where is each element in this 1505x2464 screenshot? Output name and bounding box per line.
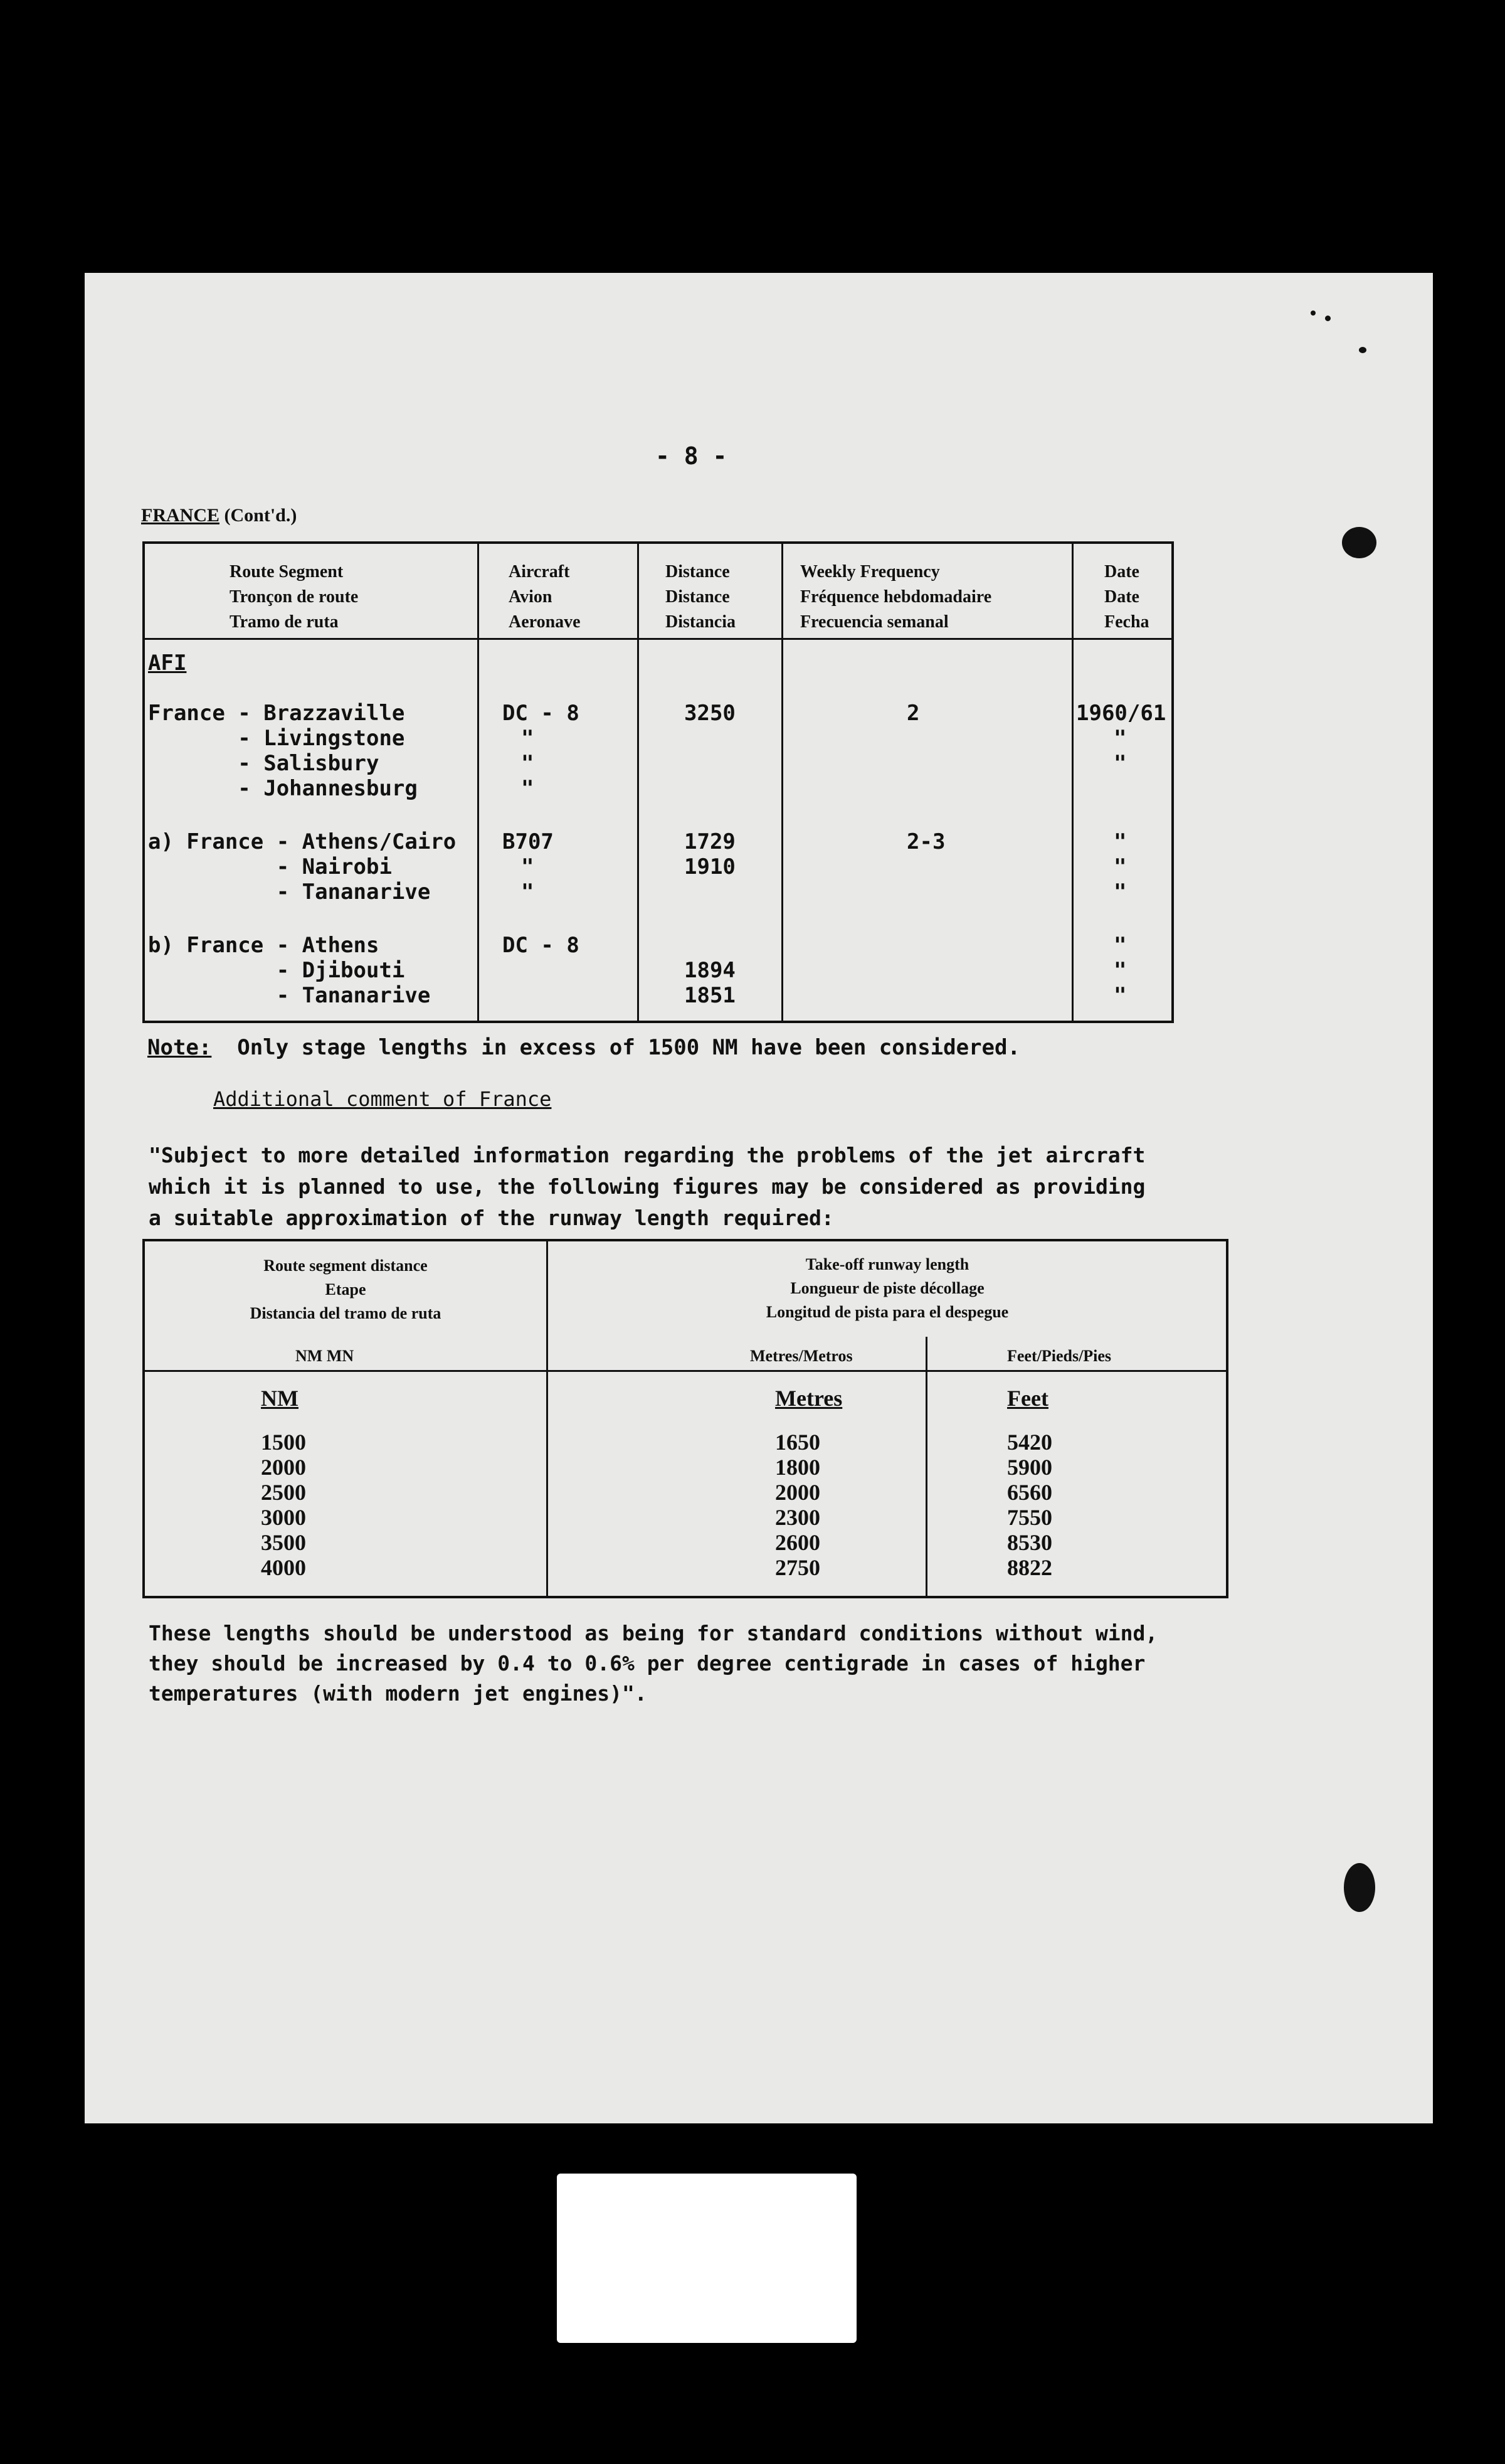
- feet-cell: 8822: [1007, 1555, 1052, 1580]
- blank-white-card: [557, 2174, 857, 2343]
- route-cell: France - Brazzaville: [148, 701, 405, 726]
- route-cell: - Tananarive: [148, 879, 431, 905]
- route-cell: - Nairobi: [148, 854, 392, 879]
- distance-cell: 1729: [684, 829, 736, 854]
- page-number: - 8 -: [655, 442, 727, 470]
- runway-length-header: Take-off runway length Longueur de piste décollage Longitud de pista para el despegue: [766, 1255, 1009, 1321]
- aircraft-cell: DC - 8: [502, 933, 579, 958]
- route-cell: - Johannesburg: [148, 776, 418, 801]
- nm-unit-label: NM MN: [295, 1347, 354, 1365]
- region-label: AFI: [148, 651, 187, 676]
- feet-unit-label: Feet/Pieds/Pies: [1007, 1347, 1112, 1365]
- footer-paragraph: These lengths should be understood as being for standard conditions without wind, they should be increased by 0.4 to 0.6% per degree centigrade in cases of higher temperatures (with modern jet engines)".: [149, 1621, 1158, 1706]
- punch-hole-mark: [1342, 527, 1376, 558]
- aircraft-cell: ": [521, 726, 534, 751]
- route-cell: - Livingstone: [148, 726, 405, 751]
- date-cell: ": [1114, 933, 1127, 958]
- feet-column: [1007, 1386, 1052, 1580]
- metres-cell: 2750: [775, 1555, 820, 1580]
- distance-cell: 1894: [684, 958, 736, 983]
- route-cell: b) France - Athens: [148, 933, 379, 958]
- aircraft-cell: DC - 8: [502, 701, 579, 726]
- feet-caption: Feet: [1007, 1386, 1048, 1411]
- route-distance-header: Route segment distance Etape Distancia del tramo de ruta: [250, 1256, 441, 1322]
- country-name: FRANCE: [141, 505, 219, 526]
- date-cell: ": [1114, 983, 1127, 1008]
- country-suffix: (Cont'd.): [219, 505, 297, 526]
- metres-unit-label: Metres/Metros: [750, 1347, 853, 1365]
- metres-cell: 1800: [775, 1455, 820, 1480]
- date-cell: 1960/61: [1076, 701, 1166, 726]
- feet-cell: 7550: [1007, 1505, 1052, 1530]
- quote-paragraph: "Subject to more detailed information regarding the problems of the jet aircraft which it is planned to use, the following figures may be considered as providing a suitable approximation of the runway length required:: [149, 1143, 1146, 1230]
- aircraft-cell: ": [521, 854, 534, 879]
- date-cell: ": [1114, 958, 1127, 983]
- nm-cell: 3000: [261, 1505, 306, 1530]
- runway-length-table: [142, 1239, 1228, 1598]
- feet-cell: 8530: [1007, 1530, 1052, 1555]
- frequency-cell: 2-3: [907, 829, 946, 854]
- metres-caption: Metres: [775, 1386, 843, 1411]
- nm-cell: 4000: [261, 1555, 306, 1580]
- frequency-cell: 2: [907, 701, 920, 726]
- aircraft-cell: ": [521, 776, 534, 801]
- speck-mark: [1325, 316, 1331, 321]
- nm-cell: 2500: [261, 1480, 306, 1505]
- date-cell: ": [1114, 879, 1127, 905]
- date-cell: ": [1114, 829, 1127, 854]
- frequency-header: Weekly Frequency Fréquence hebdomadaire Frecuencia semanal: [800, 562, 992, 632]
- distance-cell: 3250: [684, 701, 736, 726]
- route-table: [142, 541, 1174, 1023]
- route-cell: - Tananarive: [148, 983, 431, 1008]
- additional-comment-heading: Additional comment of France: [213, 1087, 552, 1111]
- nm-cell: 3500: [261, 1530, 306, 1555]
- note-label: Note:: [147, 1035, 212, 1060]
- date-cell: ": [1114, 726, 1127, 751]
- country-header: [141, 505, 297, 526]
- metres-cell: 1650: [775, 1430, 820, 1455]
- speck-mark: [1311, 311, 1316, 316]
- aircraft-cell: B707: [502, 829, 554, 854]
- document-page: [85, 273, 1433, 2123]
- metres-cell: 2300: [775, 1505, 820, 1530]
- date-header: Date Date Fecha: [1104, 562, 1149, 632]
- nm-caption: NM: [261, 1386, 298, 1411]
- date-cell: ": [1114, 751, 1127, 776]
- feet-cell: 5900: [1007, 1455, 1052, 1480]
- distance-header: Distance Distance Distancia: [665, 562, 736, 632]
- speck-mark: [1359, 347, 1366, 353]
- nm-column: [261, 1386, 306, 1580]
- distance-cell: 1910: [684, 854, 736, 879]
- feet-cell: 6560: [1007, 1480, 1052, 1505]
- metres-cell: 2600: [775, 1530, 820, 1555]
- route-cell: - Djibouti: [148, 958, 405, 983]
- punch-hole-mark: [1344, 1863, 1375, 1912]
- distance-cell: 1851: [684, 983, 736, 1008]
- nm-cell: 1500: [261, 1430, 306, 1455]
- aircraft-header: Aircraft Avion Aeronave: [509, 562, 581, 632]
- note-text: Only stage lengths in excess of 1500 NM have been considered.: [211, 1035, 1020, 1060]
- route-header: Route Segment Tronçon de route Tramo de ruta: [230, 562, 359, 632]
- nm-cell: 2000: [261, 1455, 306, 1480]
- metres-column: [775, 1386, 842, 1580]
- route-cell: a) France - Athens/Cairo: [148, 829, 457, 854]
- aircraft-cell: ": [521, 751, 534, 776]
- date-cell: ": [1114, 854, 1127, 879]
- route-cell: - Salisbury: [148, 751, 379, 776]
- aircraft-cell: ": [521, 879, 534, 905]
- feet-cell: 5420: [1007, 1430, 1052, 1455]
- metres-cell: 2000: [775, 1480, 820, 1505]
- stage-length-note: [147, 1035, 1020, 1060]
